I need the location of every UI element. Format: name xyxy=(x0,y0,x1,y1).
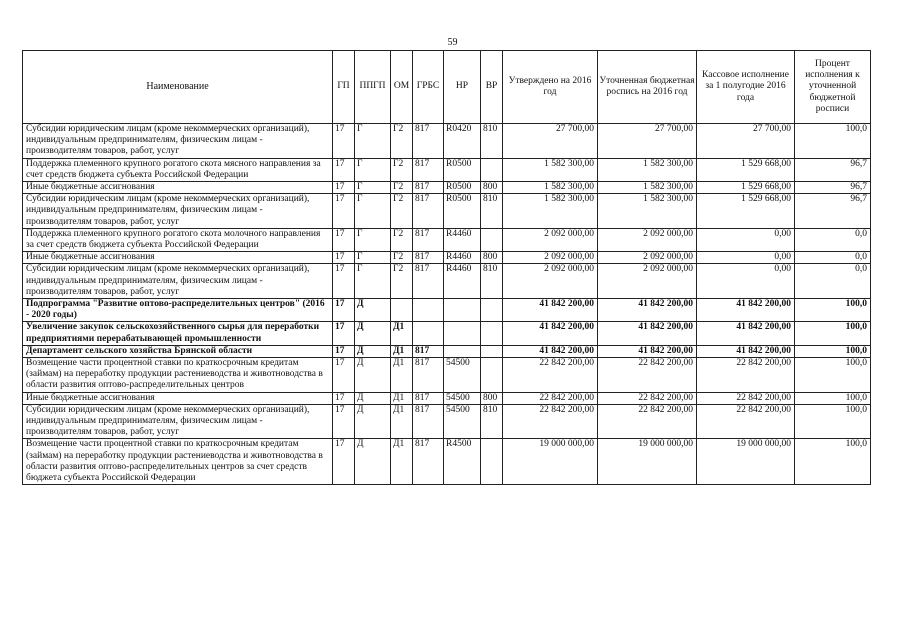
cell-gp: 17 xyxy=(333,358,355,393)
table-row xyxy=(23,228,871,251)
cell-np: R0500 xyxy=(444,182,481,194)
cell-cash: 0,00 xyxy=(697,228,795,251)
cell-gp: 17 xyxy=(333,345,355,357)
cell-om: Д1 xyxy=(391,358,413,393)
header-approved: Утверждено на 2016 год xyxy=(503,51,598,124)
cell-percent: 100,0 xyxy=(795,404,871,439)
cell-revised: 22 842 200,00 xyxy=(598,358,697,393)
cell-grbs: 817 xyxy=(413,194,444,229)
header-cash: Кассовое исполнение за 1 полугодие 2016 года xyxy=(697,51,795,124)
cell-vr xyxy=(481,299,503,322)
cell-om: Д1 xyxy=(391,322,413,345)
cell-approved: 22 842 200,00 xyxy=(503,404,598,439)
cell-revised: 2 092 000,00 xyxy=(598,252,697,264)
header-percent: Процент исполнения к уточненной бюджетной росписи xyxy=(795,51,871,124)
table-row xyxy=(23,392,871,404)
cell-cash: 0,00 xyxy=(697,252,795,264)
cell-ppgp: Д xyxy=(355,345,391,357)
cell-grbs: 817 xyxy=(413,124,444,159)
cell-gp: 17 xyxy=(333,264,355,299)
cell-gp: 17 xyxy=(333,182,355,194)
cell-gp: 17 xyxy=(333,158,355,181)
table-row xyxy=(23,194,871,229)
cell-approved: 41 842 200,00 xyxy=(503,345,598,357)
cell-vr: 800 xyxy=(481,252,503,264)
header-ppgp: ППГП xyxy=(355,51,391,124)
cell-cash: 41 842 200,00 xyxy=(697,299,795,322)
cell-percent: 0,0 xyxy=(795,252,871,264)
cell-grbs xyxy=(413,299,444,322)
cell-cash: 19 000 000,00 xyxy=(697,439,795,485)
cell-ppgp: Д xyxy=(355,439,391,485)
cell-np: R4460 xyxy=(444,264,481,299)
cell-ppgp: Г xyxy=(355,252,391,264)
cell-ppgp: Г xyxy=(355,182,391,194)
cell-revised: 41 842 200,00 xyxy=(598,322,697,345)
cell-revised: 41 842 200,00 xyxy=(598,299,697,322)
cell-approved: 1 582 300,00 xyxy=(503,158,598,181)
cell-vr xyxy=(481,228,503,251)
header-vr: ВР xyxy=(481,51,503,124)
cell-grbs xyxy=(413,322,444,345)
cell-name: Подпрограмма "Развитие оптово-распределительных центров" (2016 - 2020 годы) xyxy=(23,299,333,322)
cell-name: Поддержка племенного крупного рогатого скота молочного направления за счет средств бюджета субъекта Российской Федерации xyxy=(23,228,333,251)
cell-ppgp: Г xyxy=(355,228,391,251)
table-row xyxy=(23,182,871,194)
cell-grbs: 817 xyxy=(413,264,444,299)
cell-name: Субсидии юридическим лицам (кроме некоммерческих организаций), индивидуальным предпринимателям, физическим лицам - производителям товаров, работ, услуг xyxy=(23,264,333,299)
cell-om: Г2 xyxy=(391,182,413,194)
cell-om: Г2 xyxy=(391,124,413,159)
cell-om: Д1 xyxy=(391,404,413,439)
cell-percent: 0,0 xyxy=(795,228,871,251)
header-om: ОМ xyxy=(391,51,413,124)
cell-grbs: 817 xyxy=(413,345,444,357)
cell-name: Иные бюджетные ассигнования xyxy=(23,392,333,404)
cell-name: Субсидии юридическим лицам (кроме некоммерческих организаций), индивидуальным предпринимателям, физическим лицам - производителям товаров, работ, услуг xyxy=(23,194,333,229)
header-grbs: ГРБС xyxy=(413,51,444,124)
cell-np: R0420 xyxy=(444,124,481,159)
cell-cash: 22 842 200,00 xyxy=(697,404,795,439)
table-row xyxy=(23,439,871,485)
cell-vr xyxy=(481,322,503,345)
cell-gp: 17 xyxy=(333,439,355,485)
cell-revised: 19 000 000,00 xyxy=(598,439,697,485)
table-row xyxy=(23,264,871,299)
cell-name: Субсидии юридическим лицам (кроме некоммерческих организаций), индивидуальным предпринимателям, физическим лицам - производителям товаров, работ, услуг xyxy=(23,124,333,159)
cell-gp: 17 xyxy=(333,124,355,159)
cell-vr: 800 xyxy=(481,392,503,404)
cell-ppgp: Д xyxy=(355,392,391,404)
cell-ppgp: Д xyxy=(355,322,391,345)
header-gp: ГП xyxy=(333,51,355,124)
cell-cash: 27 700,00 xyxy=(697,124,795,159)
table-row xyxy=(23,322,871,345)
cell-vr xyxy=(481,345,503,357)
cell-cash: 41 842 200,00 xyxy=(697,322,795,345)
cell-percent: 100,0 xyxy=(795,345,871,357)
table-row xyxy=(23,299,871,322)
cell-grbs: 817 xyxy=(413,439,444,485)
cell-vr xyxy=(481,439,503,485)
cell-revised: 22 842 200,00 xyxy=(598,392,697,404)
cell-approved: 2 092 000,00 xyxy=(503,252,598,264)
cell-grbs: 817 xyxy=(413,182,444,194)
cell-ppgp: Д xyxy=(355,299,391,322)
cell-om: Г2 xyxy=(391,252,413,264)
cell-np: R4500 xyxy=(444,439,481,485)
header-np: НР xyxy=(444,51,481,124)
cell-name: Иные бюджетные ассигнования xyxy=(23,182,333,194)
cell-approved: 1 582 300,00 xyxy=(503,182,598,194)
cell-om: Г2 xyxy=(391,194,413,229)
header-name: Наименование xyxy=(23,51,333,124)
cell-name: Возмещение части процентной ставки по краткосрочным кредитам (займам) на переработку продукции растениеводства и животноводства в области развития оптово-распределительных центров за счет средств бюджета субъекта Российской Федерации xyxy=(23,439,333,485)
cell-revised: 41 842 200,00 xyxy=(598,345,697,357)
cell-percent: 0,0 xyxy=(795,264,871,299)
cell-np: R0500 xyxy=(444,194,481,229)
cell-gp: 17 xyxy=(333,404,355,439)
cell-gp: 17 xyxy=(333,194,355,229)
cell-ppgp: Г xyxy=(355,124,391,159)
cell-approved: 41 842 200,00 xyxy=(503,322,598,345)
table-row xyxy=(23,252,871,264)
cell-percent: 100,0 xyxy=(795,358,871,393)
cell-om: Д1 xyxy=(391,392,413,404)
cell-grbs: 817 xyxy=(413,392,444,404)
cell-np: 54500 xyxy=(444,392,481,404)
page-number: 59 xyxy=(447,37,458,48)
cell-om: Г2 xyxy=(391,228,413,251)
cell-om: Г2 xyxy=(391,158,413,181)
cell-approved: 2 092 000,00 xyxy=(503,264,598,299)
cell-ppgp: Г xyxy=(355,158,391,181)
table-row xyxy=(23,124,871,159)
cell-gp: 17 xyxy=(333,228,355,251)
cell-vr: 810 xyxy=(481,194,503,229)
cell-revised: 1 582 300,00 xyxy=(598,158,697,181)
cell-vr: 810 xyxy=(481,404,503,439)
cell-np: R4460 xyxy=(444,252,481,264)
cell-percent: 100,0 xyxy=(795,124,871,159)
cell-revised: 2 092 000,00 xyxy=(598,264,697,299)
cell-cash: 1 529 668,00 xyxy=(697,158,795,181)
cell-gp: 17 xyxy=(333,392,355,404)
cell-cash: 22 842 200,00 xyxy=(697,392,795,404)
cell-revised: 1 582 300,00 xyxy=(598,194,697,229)
cell-vr: 810 xyxy=(481,264,503,299)
table-row xyxy=(23,404,871,439)
cell-ppgp: Г xyxy=(355,194,391,229)
cell-percent: 100,0 xyxy=(795,299,871,322)
cell-name: Возмещение части процентной ставки по краткосрочным кредитам (займам) на переработку продукции растениеводства и животноводства в области развития оптово-распределительных центров xyxy=(23,358,333,393)
cell-approved: 22 842 200,00 xyxy=(503,358,598,393)
cell-vr xyxy=(481,158,503,181)
cell-om: Г2 xyxy=(391,264,413,299)
cell-vr: 800 xyxy=(481,182,503,194)
cell-approved: 19 000 000,00 xyxy=(503,439,598,485)
cell-om xyxy=(391,299,413,322)
cell-grbs: 817 xyxy=(413,358,444,393)
cell-np xyxy=(444,322,481,345)
cell-name: Департамент сельского хозяйства Брянской области xyxy=(23,345,333,357)
header-revised: Уточненная бюджетная роспись на 2016 год xyxy=(598,51,697,124)
cell-revised: 27 700,00 xyxy=(598,124,697,159)
cell-cash: 1 529 668,00 xyxy=(697,182,795,194)
cell-ppgp: Д xyxy=(355,358,391,393)
cell-cash: 0,00 xyxy=(697,264,795,299)
header-row xyxy=(23,51,871,124)
cell-name: Субсидии юридическим лицам (кроме некоммерческих организаций), индивидуальным предпринимателям, физическим лицам - производителям товаров, работ, услуг xyxy=(23,404,333,439)
cell-vr xyxy=(481,358,503,393)
cell-gp: 17 xyxy=(333,322,355,345)
cell-np: R4460 xyxy=(444,228,481,251)
table-row xyxy=(23,345,871,357)
cell-cash: 1 529 668,00 xyxy=(697,194,795,229)
cell-percent: 100,0 xyxy=(795,439,871,485)
cell-approved: 1 582 300,00 xyxy=(503,194,598,229)
cell-om: Д1 xyxy=(391,439,413,485)
cell-cash: 22 842 200,00 xyxy=(697,358,795,393)
cell-np xyxy=(444,299,481,322)
cell-np xyxy=(444,345,481,357)
cell-grbs: 817 xyxy=(413,404,444,439)
cell-ppgp: Д xyxy=(355,404,391,439)
cell-percent: 96,7 xyxy=(795,182,871,194)
cell-ppgp: Г xyxy=(355,264,391,299)
cell-approved: 2 092 000,00 xyxy=(503,228,598,251)
cell-revised: 1 582 300,00 xyxy=(598,182,697,194)
cell-revised: 22 842 200,00 xyxy=(598,404,697,439)
cell-approved: 22 842 200,00 xyxy=(503,392,598,404)
cell-grbs: 817 xyxy=(413,158,444,181)
cell-percent: 96,7 xyxy=(795,194,871,229)
cell-vr: 810 xyxy=(481,124,503,159)
cell-np: 54500 xyxy=(444,404,481,439)
cell-approved: 27 700,00 xyxy=(503,124,598,159)
cell-percent: 100,0 xyxy=(795,392,871,404)
cell-gp: 17 xyxy=(333,252,355,264)
cell-name: Иные бюджетные ассигнования xyxy=(23,252,333,264)
cell-revised: 2 092 000,00 xyxy=(598,228,697,251)
budget-table xyxy=(22,50,871,485)
cell-grbs: 817 xyxy=(413,252,444,264)
cell-gp: 17 xyxy=(333,299,355,322)
cell-approved: 41 842 200,00 xyxy=(503,299,598,322)
cell-percent: 100,0 xyxy=(795,322,871,345)
cell-np: 54500 xyxy=(444,358,481,393)
cell-grbs: 817 xyxy=(413,228,444,251)
cell-np: R0500 xyxy=(444,158,481,181)
cell-name: Поддержка племенного крупного рогатого скота мясного направления за счет средств бюджета субъекта Российской Федерации xyxy=(23,158,333,181)
cell-cash: 41 842 200,00 xyxy=(697,345,795,357)
table-body xyxy=(23,124,871,485)
table-row xyxy=(23,158,871,181)
table-row xyxy=(23,358,871,393)
cell-percent: 96,7 xyxy=(795,158,871,181)
cell-name: Увеличение закупок сельскохозяйственного сырья для переработки предприятиями перерабатывающей промышленности xyxy=(23,322,333,345)
cell-om: Д1 xyxy=(391,345,413,357)
